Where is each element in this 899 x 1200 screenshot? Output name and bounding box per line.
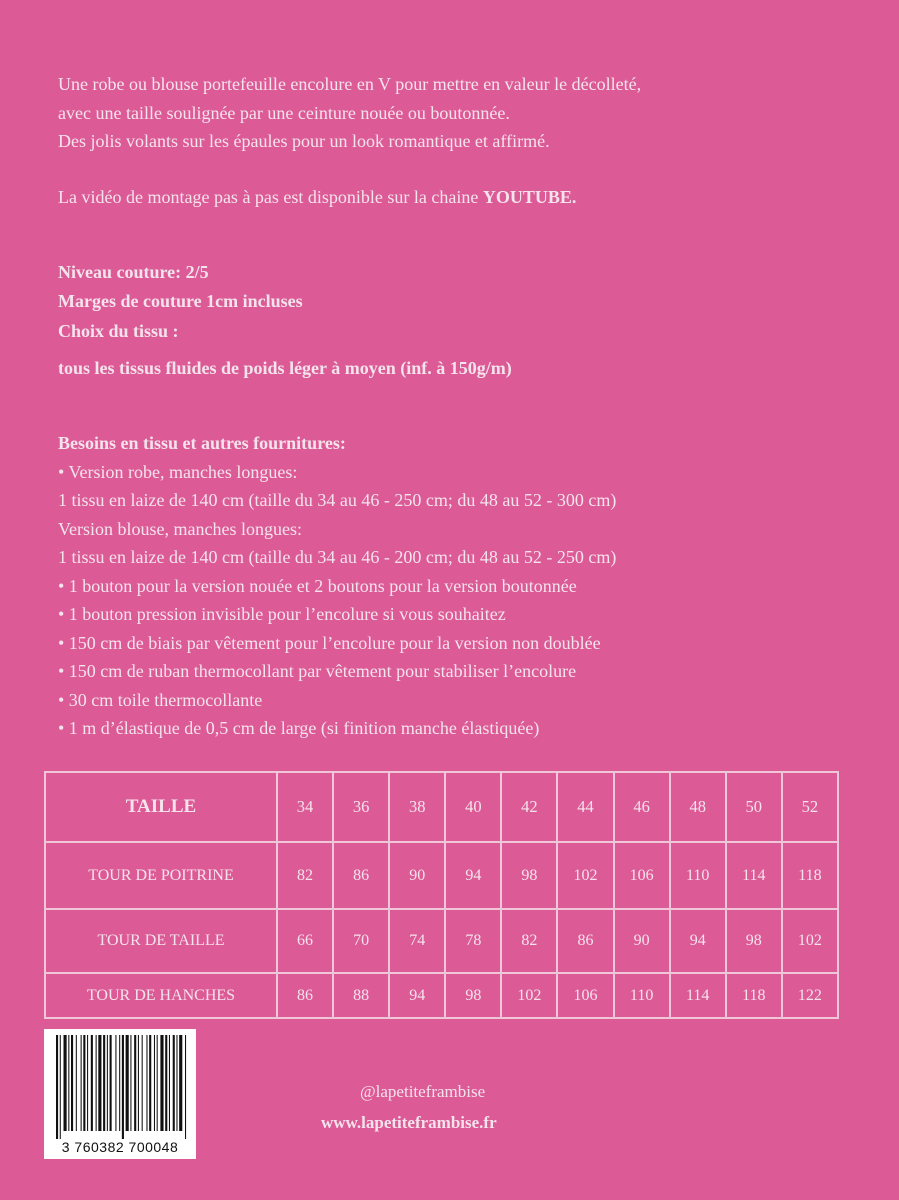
table-cell: 94 bbox=[389, 973, 445, 1018]
table-cell: 94 bbox=[670, 909, 726, 973]
size-cell: 38 bbox=[389, 772, 445, 842]
table-cell: 66 bbox=[277, 909, 333, 973]
table-cell: 70 bbox=[333, 909, 389, 973]
level-couture: Niveau couture: 2/5 bbox=[58, 262, 209, 282]
video-text: La vidéo de montage pas à pas est disponible sur la chaine bbox=[58, 187, 483, 207]
size-header-label: TAILLE bbox=[45, 772, 277, 842]
video-info bbox=[58, 183, 858, 212]
size-cell: 50 bbox=[726, 772, 782, 842]
intro-text bbox=[58, 70, 858, 156]
table-cell: 110 bbox=[614, 973, 670, 1018]
size-cell: 44 bbox=[557, 772, 613, 842]
level-marges: Marges de couture 1cm incluses bbox=[58, 290, 303, 311]
table-cell: 102 bbox=[501, 973, 557, 1018]
size-cell: 34 bbox=[277, 772, 333, 842]
size-row bbox=[45, 772, 838, 842]
table-cell: 122 bbox=[782, 973, 838, 1018]
supply-item: Version blouse, manches longues: bbox=[58, 518, 302, 539]
table-cell: 94 bbox=[445, 842, 501, 909]
barcode-number: 3 760382 700048 bbox=[61, 1139, 179, 1155]
size-cell: 40 bbox=[445, 772, 501, 842]
fabric-description: tous les tissus fluides de poids léger à moyen (inf. à 150g/m) bbox=[58, 358, 512, 378]
table-cell: 106 bbox=[557, 973, 613, 1018]
row-label-taille: TOUR DE TAILLE bbox=[45, 909, 277, 973]
table-cell: 86 bbox=[333, 842, 389, 909]
supplies-title: Besoins en tissu et autres fournitures: bbox=[58, 433, 346, 453]
barcode bbox=[44, 1029, 196, 1159]
intro-line-2: avec une taille soulignée par une ceinture nouée ou boutonnée. bbox=[58, 102, 510, 123]
row-label-hanches: TOUR DE HANCHES bbox=[45, 973, 277, 1018]
table-cell: 88 bbox=[333, 973, 389, 1018]
table-cell: 98 bbox=[726, 909, 782, 973]
supply-item: • 30 cm toile thermocollante bbox=[58, 689, 263, 710]
row-label-poitrine: TOUR DE POITRINE bbox=[45, 842, 277, 909]
size-table bbox=[44, 771, 839, 1019]
sewing-level bbox=[58, 258, 858, 315]
table-cell: 86 bbox=[557, 909, 613, 973]
size-cell: 48 bbox=[670, 772, 726, 842]
table-cell: 106 bbox=[614, 842, 670, 909]
table-cell: 86 bbox=[277, 973, 333, 1018]
table-cell: 90 bbox=[389, 842, 445, 909]
table-cell: 102 bbox=[782, 909, 838, 973]
table-cell: 102 bbox=[557, 842, 613, 909]
table-cell: 78 bbox=[445, 909, 501, 973]
table-cell: 98 bbox=[501, 842, 557, 909]
table-cell: 90 bbox=[614, 909, 670, 973]
size-cell: 42 bbox=[501, 772, 557, 842]
table-row bbox=[45, 842, 838, 909]
table-cell: 82 bbox=[277, 842, 333, 909]
supply-item: • 150 cm de ruban thermocollant par vêtement pour stabiliser l’encolure bbox=[58, 661, 577, 681]
table-cell: 114 bbox=[726, 842, 782, 909]
website-url: www.lapetiteframbise.fr bbox=[321, 1113, 497, 1132]
supply-item: • 150 cm de biais par vêtement pour l’encolure pour la version non doublée bbox=[58, 632, 601, 653]
table-cell: 74 bbox=[389, 909, 445, 973]
table-row bbox=[45, 909, 838, 973]
intro-line-1: Une robe ou blouse portefeuille encolure en V pour mettre en valeur le décolleté, bbox=[58, 74, 642, 94]
supplies-list bbox=[58, 429, 858, 743]
supply-item: • 1 m d’élastique de 0,5 cm de large (si finition manche élastiquée) bbox=[58, 718, 540, 738]
social-handle: @lapetiteframbise bbox=[360, 1082, 486, 1101]
fabric-title: Choix du tissu : bbox=[58, 321, 179, 341]
table-cell: 110 bbox=[670, 842, 726, 909]
intro-line-3: Des jolis volants sur les épaules pour un look romantique et affirmé. bbox=[58, 131, 550, 151]
size-cell: 36 bbox=[333, 772, 389, 842]
table-cell: 118 bbox=[782, 842, 838, 909]
table-cell: 82 bbox=[501, 909, 557, 973]
table-cell: 98 bbox=[445, 973, 501, 1018]
youtube-label: YOUTUBE. bbox=[482, 187, 577, 207]
table-row bbox=[45, 973, 838, 1018]
supply-item: 1 tissu en laize de 140 cm (taille du 34 au 46 - 250 cm; du 48 au 52 - 300 cm) bbox=[58, 490, 617, 510]
supply-item: • Version robe, manches longues: bbox=[58, 461, 298, 482]
barcode-bars-icon bbox=[44, 1029, 196, 1141]
size-cell: 52 bbox=[782, 772, 838, 842]
supply-item: • 1 bouton pour la version nouée et 2 boutons pour la version boutonnée bbox=[58, 575, 577, 596]
table-cell: 114 bbox=[670, 973, 726, 1018]
table-cell: 118 bbox=[726, 973, 782, 1018]
size-cell: 46 bbox=[614, 772, 670, 842]
supply-item: 1 tissu en laize de 140 cm (taille du 34 au 46 - 200 cm; du 48 au 52 - 250 cm) bbox=[58, 547, 617, 567]
supply-item: • 1 bouton pression invisible pour l’encolure si vous souhaitez bbox=[58, 604, 506, 624]
